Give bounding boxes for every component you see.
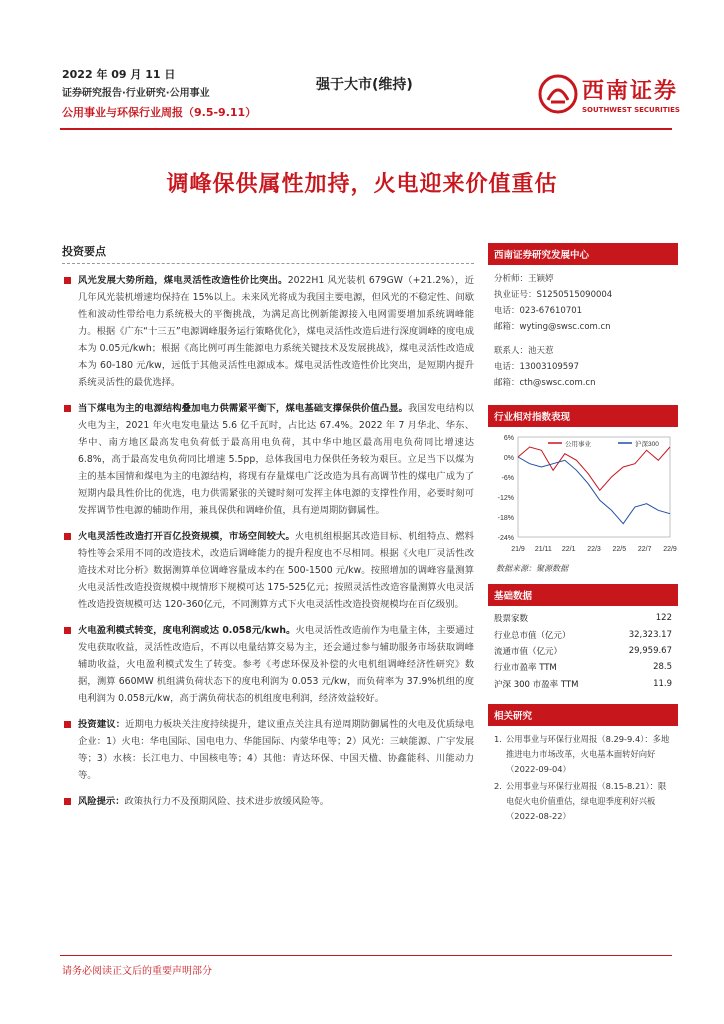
key-points-heading: 投资要点 [62, 243, 474, 264]
key-point-lead: 风险提示： [78, 796, 125, 807]
sidebar [488, 243, 678, 826]
key-point-lead: 风光发展大势所趋，煤电灵活性改造性价比突出。 [78, 275, 288, 286]
key-point-item [62, 400, 474, 519]
basic-data-value: 28.5 [653, 662, 672, 673]
key-point-lead: 投资建议： [78, 719, 126, 730]
bullet-square-icon [64, 721, 71, 728]
contact-email[interactable]: 邮箱：cth@swsc.com.cn [494, 378, 596, 388]
basic-data-value: 122 [655, 613, 672, 624]
key-points-list [62, 272, 474, 810]
industry-rating: 强于大市(维持) [316, 77, 413, 93]
plot-frame [518, 437, 670, 537]
basic-data-label: 流通市值（亿元） [494, 646, 563, 657]
basic-data-label: 股票家数 [494, 614, 529, 625]
x-tick-label: 22/9 [663, 546, 677, 553]
bullet-square-icon [64, 277, 71, 284]
key-point-item [62, 272, 474, 391]
key-point-item [62, 793, 474, 810]
company-logo [538, 72, 688, 122]
related-research-title: 相关研究 [488, 704, 678, 726]
key-point-body: 火电机组根据其改造目标、机组特点、燃料特性等会采用不同的改造技术，改造后调峰能力的提升程度也不尽相同。根据《火电厂灵活性改造技术对比分析》数据测算单位调峰容量成本约在 500-1500 元/kw。按照增加的调峰容量测算火电灵活性改造投资规模中规情形下规模可达 175-525亿元；按照灵活性改造容量测算火电灵活性改造投资规模可达 120-360亿元，不同测算方式下火电灵活性改造投资规模均在百亿级别。 [78, 531, 474, 610]
basic-data-row [488, 610, 678, 626]
chart-source: 数据来源：聚源数据 [496, 564, 568, 573]
research-center-title: 西南证券研究发展中心 [488, 243, 678, 265]
x-tick-label: 22/3 [587, 546, 601, 553]
basic-data-row [488, 659, 678, 675]
relative-index-chart [488, 427, 678, 557]
basic-data-value: 29,959.67 [628, 645, 672, 656]
relative-index-chart-section [488, 405, 678, 574]
key-point-body: 我国发电结构以火电为主，2021 年火电发电量达 5.6 亿千瓦时，占比达 67.4%。2022 年 7 月华北、华东、华中、南方地区最高发电负荷低于最高用电负荷，其中华中地区最高用电负荷同比增速达 6.8%，高于最高发电负荷同比增速 5.5pp，总体我国电力保供任务较为艰巨。立足当下以煤为主的基本国情和煤电为主的电源结构，将现有存量煤电广泛改造为具有高调节性的煤电广成为了短期内最具性价比的优选，电力供需紧张的关键时刻可发挥主体电源的支撑性作用，必要时刻可发挥调节性电源的辅助作用，兼具保供和调峰价值，具有逆周期防御属性。 [78, 403, 474, 516]
basic-data-label: 行业市盈率 TTM [494, 663, 557, 674]
x-tick-label: 21/11 [534, 546, 552, 553]
chart-title: 行业相对指数表现 [488, 405, 678, 427]
legend-label: 沪深300 [635, 441, 659, 448]
key-point-lead: 火电盈利模式转变，度电利润或达 0.058元/kwh。 [78, 625, 296, 636]
series-line-1 [518, 457, 670, 524]
report-title: 调峰保供属性加持，火电迎来价值重估 [166, 172, 558, 197]
x-tick-label: 22/1 [561, 546, 576, 553]
x-tick-label: 21/9 [511, 546, 525, 553]
y-tick-label: 6% [503, 435, 514, 442]
analyst-name: 分析师：王颖婷 [494, 274, 554, 284]
basic-data-label: 行业总市值（亿元） [494, 630, 571, 641]
related-research-number: 2. [494, 780, 502, 791]
logo-name-en: SOUTHWEST SECURITIES [582, 106, 680, 114]
report-series: 公用事业与环保行业周报（9.5-9.11） [62, 106, 257, 119]
related-research-number: 1. [494, 733, 502, 744]
basic-data-table [488, 610, 678, 692]
bullet-square-icon [64, 405, 71, 412]
bullet-square-icon [64, 627, 71, 634]
y-tick-label: -12% [497, 495, 514, 502]
key-point-body: 火电灵活性改造前作为电量主体，主要通过发电获取收益，灵活性改造后，不再以电量结算交易为主，还会通过参与辅助服务市场获取调峰辅助收益，火电盈利模式发生了转变。参考《考虑环保及补偿的火电机组调峰经济性研究》数据，测算 660MW 机组满负荷状态下的度电利润为 0.053 元/kw，而负荷率为 37.9%机组的度电利润为 0.058元/kw，高于满负荷状态的机组度电利润，经济效益较好。 [78, 625, 474, 704]
key-point-lead: 当下煤电为主的电源结构叠加电力供需紧平衡下，煤电基础支撑保供价值凸显。 [78, 403, 409, 414]
footer-disclaimer: 请务必阅读正文后的重要声明部分 [62, 966, 212, 977]
analyst-license: 执业证号：S1250515090004 [494, 290, 613, 300]
key-point-item [62, 622, 474, 707]
header-divider [60, 128, 672, 130]
report-type: 证券研究报告·行业研究·公用事业 [62, 88, 210, 99]
key-point-body: 2022H1 风光装机 679GW（+21.2%），近几年风光装机增速均保持在 15%以上。未来风光将成为我国主要电源，但风光的不稳定性、间歇性和波动性带给电力系统极大的平衡挑战，为满足高比例新能源接入电网需要增加系统调峰能力。根据《广东“十三五”电源调峰服务运行策略优化》，煤电灵活性改造后进行深度调峰的度电成本为 0.05元/kwh；根据《高比例可再生能源电力系统关键技术及发展挑战》，煤电灵活性改造成本为 60-180 元/kw，远低于其他灵活性电源成本。煤电灵活性改造性价比突出，是短期内提升系统灵活性的最优选择。 [78, 275, 474, 388]
series-line-0 [518, 447, 670, 490]
basic-data-label: 沪深 300 市盈率 TTM [494, 679, 579, 690]
basic-data-value: 32,323.17 [628, 629, 672, 640]
y-tick-label: -24% [497, 535, 514, 542]
logo-emblem-icon [538, 74, 578, 114]
y-tick-label: -18% [497, 515, 514, 522]
contact-name: 联系人：池天惹 [494, 346, 554, 356]
related-research-item[interactable] [494, 732, 674, 777]
analyst-contact [488, 265, 678, 395]
related-research-text: 公用事业与环保行业周报（8.15-8.21）：限电促火电价值重估，绿电迎季度利好兴板 （2022-08-22） [506, 780, 667, 821]
key-point-body: 近期电力板块关注度持续提升，建议重点关注具有逆周期防御属性的火电及优质绿电企业：1）火电：华电国际、国电电力、华能国际、内蒙华电等；2）风光：三峡能源、广宇发展等；3）水核：长江电力、中国核电等；4）其他：青达环保、中国天楹、协鑫能科、川能动力等。 [78, 719, 474, 781]
basic-data-row [488, 626, 678, 642]
basic-data-title: 基础数据 [488, 584, 678, 606]
key-points-section [62, 243, 474, 819]
key-point-item [62, 528, 474, 613]
x-tick-label: 22/7 [637, 546, 652, 553]
analyst-phone: 电话：023-67610701 [494, 306, 583, 316]
basic-data-row [488, 643, 678, 659]
related-research-section [488, 704, 678, 824]
key-point-body: 政策执行力不及预期风险、技术进步放缓风险等。 [124, 796, 330, 807]
y-tick-label: 0% [503, 455, 514, 462]
report-date: 2022 年 09 月 11 日 [62, 68, 176, 81]
logo-name-cn: 西南证券 [582, 78, 679, 104]
legend-label: 公用事业 [565, 441, 591, 448]
key-point-lead: 火电灵活性改造打开百亿投资规模，市场空间较大。 [78, 531, 295, 542]
bullet-square-icon [64, 533, 71, 540]
basic-data-value: 11.9 [653, 678, 672, 689]
basic-data-section [488, 584, 678, 692]
analyst-email[interactable]: 邮箱：wyting@swsc.com.cn [494, 322, 611, 332]
related-research-item[interactable] [494, 779, 674, 824]
related-research-text: 公用事业与环保行业周报（8.29-9.4）：多地推进电力市场改革，火电基本面转好向好 （2022-09-04） [506, 733, 670, 774]
bullet-square-icon [64, 798, 71, 805]
related-research-list [488, 726, 678, 824]
x-tick-label: 22/5 [612, 546, 627, 553]
key-point-item [62, 716, 474, 784]
footer-divider [60, 955, 672, 956]
contact-phone: 电话：13003109597 [494, 362, 579, 372]
basic-data-row [488, 676, 678, 692]
y-tick-label: -6% [501, 475, 514, 482]
